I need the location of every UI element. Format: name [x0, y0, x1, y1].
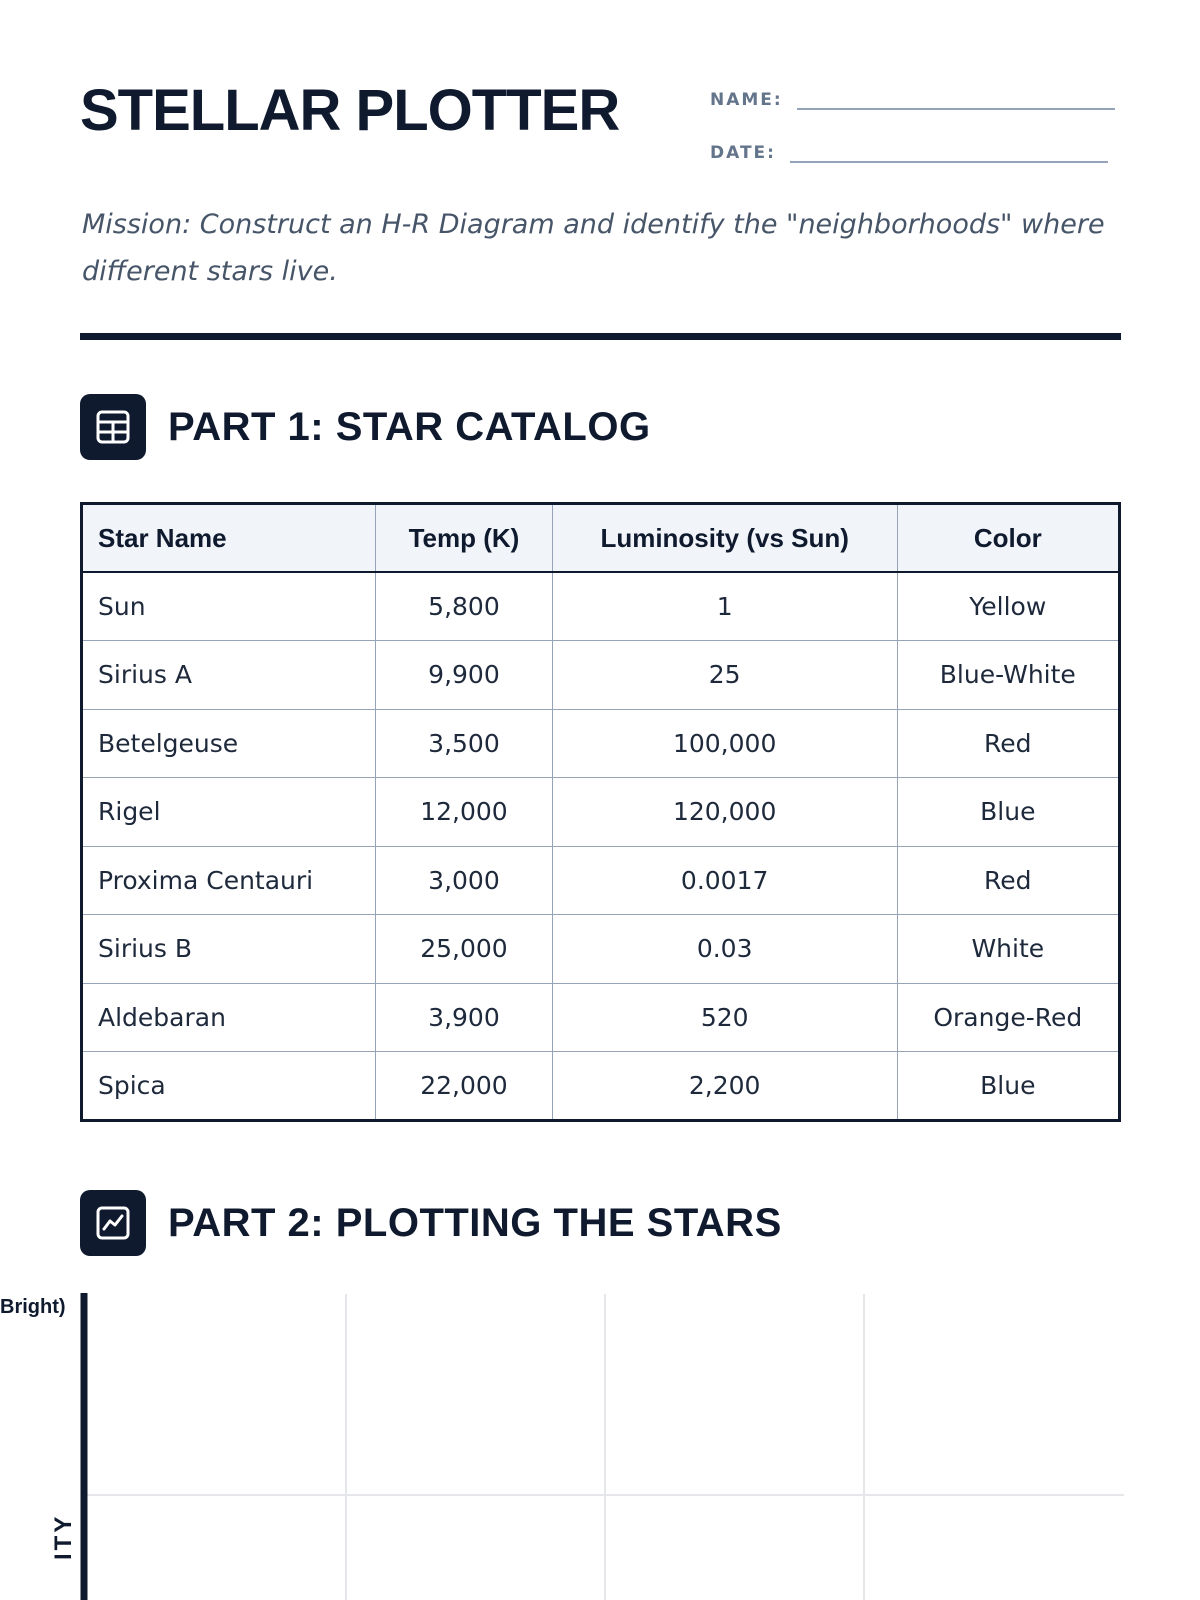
color-cell: Orange-Red — [897, 983, 1119, 1052]
temp-cell: 12,000 — [376, 778, 553, 847]
column-header: Star Name — [82, 504, 376, 573]
table-icon — [80, 394, 146, 460]
table-row — [82, 572, 1120, 641]
temp-cell: 22,000 — [376, 1052, 553, 1121]
column-header: Luminosity (vs Sun) — [552, 504, 897, 573]
luminosity-cell: 1 — [552, 572, 897, 641]
star-name-cell: Betelgeuse — [82, 709, 376, 778]
name-field[interactable] — [710, 88, 1115, 110]
part1-title: PART 1: STAR CATALOG — [168, 404, 651, 449]
mission-statement: Mission: Construct an H-R Diagram and identify the "neighborhoods" where different stars live. — [82, 209, 1105, 287]
y-axis-top-label: Bright) — [0, 1296, 66, 1318]
color-cell: Blue — [897, 778, 1119, 847]
color-cell: Red — [897, 846, 1119, 915]
header-divider — [80, 333, 1121, 340]
table-row — [82, 641, 1120, 710]
star-name-cell: Sirius A — [82, 641, 376, 710]
part2-title: PART 2: PLOTTING THE STARS — [168, 1200, 782, 1245]
luminosity-cell: 120,000 — [552, 778, 897, 847]
luminosity-cell: 0.0017 — [552, 846, 897, 915]
table-row — [82, 1052, 1120, 1121]
column-header: Color — [897, 504, 1119, 573]
star-name-cell: Sun — [82, 572, 376, 641]
star-name-cell: Proxima Centauri — [82, 846, 376, 915]
temp-cell: 9,900 — [376, 641, 553, 710]
line-chart-icon — [80, 1190, 146, 1256]
luminosity-cell: 25 — [552, 641, 897, 710]
color-cell: Blue — [897, 1052, 1119, 1121]
name-line[interactable] — [797, 88, 1115, 110]
date-field[interactable] — [710, 141, 1108, 163]
table-row — [82, 915, 1120, 984]
color-cell: Yellow — [897, 572, 1119, 641]
luminosity-cell: 520 — [552, 983, 897, 1052]
temp-cell: 25,000 — [376, 915, 553, 984]
date-label: DATE: — [710, 143, 776, 163]
name-label: NAME: — [710, 90, 783, 110]
temp-cell: 3,500 — [376, 709, 553, 778]
color-cell: Blue-White — [897, 641, 1119, 710]
color-cell: Red — [897, 709, 1119, 778]
star-name-cell: Spica — [82, 1052, 376, 1121]
luminosity-cell: 0.03 — [552, 915, 897, 984]
table-row — [82, 709, 1120, 778]
column-header: Temp (K) — [376, 504, 553, 573]
luminosity-cell: 100,000 — [552, 709, 897, 778]
star-name-cell: Rigel — [82, 778, 376, 847]
table-header-row — [82, 504, 1120, 573]
table-row — [82, 778, 1120, 847]
part2-header — [80, 1190, 782, 1256]
temp-cell: 3,000 — [376, 846, 553, 915]
hr-diagram-grid[interactable] — [0, 1290, 1200, 1600]
star-catalog-table — [80, 502, 1121, 1122]
luminosity-cell: 2,200 — [552, 1052, 897, 1121]
y-axis-title: ITY — [50, 1513, 77, 1560]
star-name-cell: Aldebaran — [82, 983, 376, 1052]
table-row — [82, 846, 1120, 915]
date-line[interactable] — [790, 141, 1108, 163]
star-name-cell: Sirius B — [82, 915, 376, 984]
page-title: STELLAR PLOTTER — [80, 78, 620, 143]
part1-header — [80, 394, 651, 460]
temp-cell: 3,900 — [376, 983, 553, 1052]
temp-cell: 5,800 — [376, 572, 553, 641]
color-cell: White — [897, 915, 1119, 984]
table-row — [82, 983, 1120, 1052]
